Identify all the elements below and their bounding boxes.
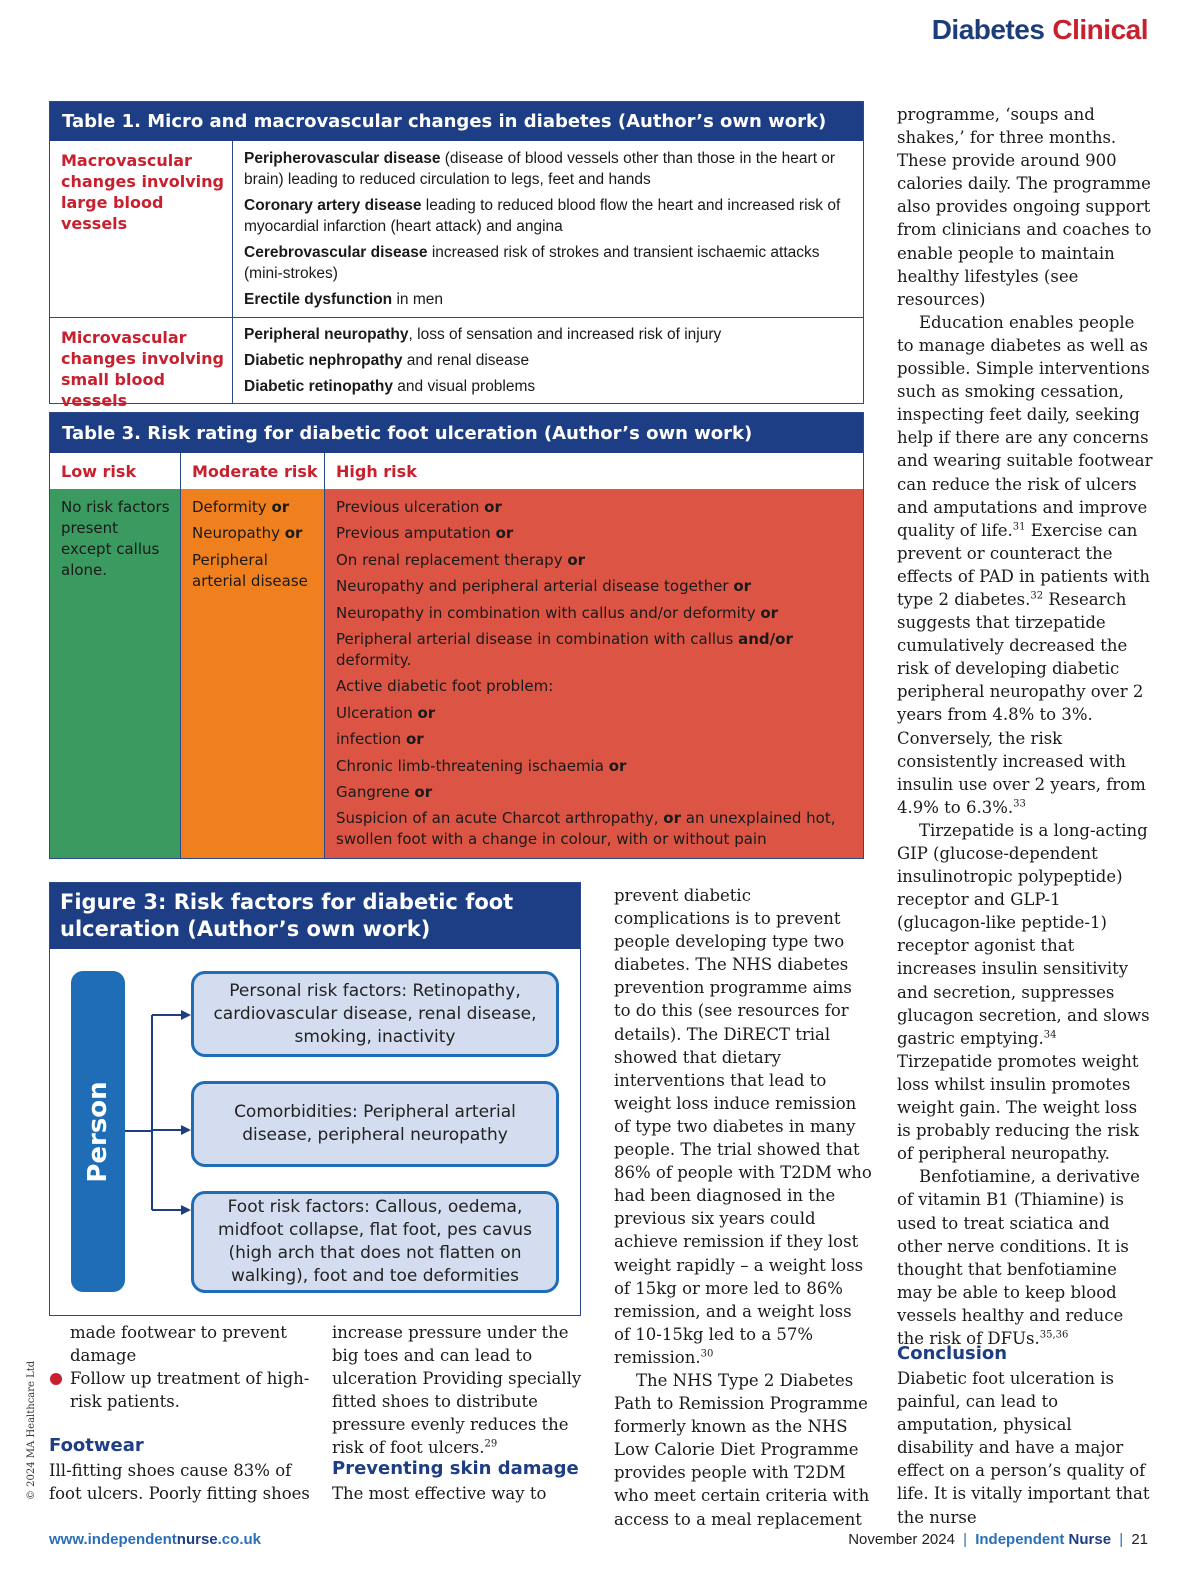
table-1-title: Table 1. Micro and macrovascular changes in diabetes (Author’s own work) — [50, 102, 863, 141]
page-number: 21 — [1131, 1531, 1148, 1548]
bullet-icon — [50, 1373, 62, 1385]
table-1-row-micro — [50, 318, 863, 410]
header-moderate-risk: Moderate risk — [181, 453, 325, 489]
section-clinical: Clinical — [1052, 14, 1148, 45]
micro-list — [244, 324, 851, 402]
macro-list — [244, 148, 851, 315]
ref-29: 29 — [484, 1438, 498, 1450]
copyright: © 2024 MA Healthcare Ltd — [26, 1360, 37, 1500]
col2-text: increase pressure under the big toes and can lead to ulceration Providing specially fitted shoes to distribute pressure evenly reduces the risk of foot ulcers.$^{29}$ — [332, 1323, 582, 1458]
high-risk-item: Peripheral arterial disease in combination with callus and/or deformity. — [336, 629, 793, 669]
high-risk-item: On renal replacement therapy or — [336, 550, 586, 569]
arrow-head-icon — [181, 1205, 191, 1215]
header-low-risk: Low risk — [50, 453, 181, 489]
high-risk-item: infection or — [336, 730, 424, 749]
section-diabetes: Diabetes — [931, 14, 1045, 45]
comorbidities-box: Comorbidities: Peripheral arterial disease, peripheral neuropathy — [191, 1081, 559, 1167]
person-label: Person — [83, 1080, 113, 1183]
col3-paragraph-2: The NHS Type 2 Diabetes Path to Remission Programme formerly known as the NHS Low Calorie Diet Programme provides people with T2DM who meet certain criteria with access to a meal replacement — [614, 1370, 870, 1529]
table-1-row-macro — [50, 141, 863, 317]
footwear-text: Ill-fitting shoes cause 83% of foot ulcers. Poorly fitting shoes — [49, 1461, 310, 1504]
high-risk-item: Chronic limb-threatening ischaemia or — [336, 756, 627, 775]
section-header — [932, 14, 1148, 46]
macro-item: Cerebrovascular disease increased risk of strokes and transient ischaemic attacks (mini-strokes) — [244, 244, 820, 282]
micro-item: Peripheral neuropathy, loss of sensation and increased risk of injury — [244, 326, 722, 343]
macro-item: Peripherovascular disease (disease of blood vessels other than those in the heart or brain) leading to reduced circulation to legs, feet and hands — [244, 150, 836, 188]
arrow-head-icon — [181, 1125, 191, 1135]
arrow-head-icon — [181, 1010, 191, 1020]
high-risk-item: Previous ulceration or — [336, 498, 502, 516]
high-risk-item: Suspicion of an acute Charcot arthropathy, or an unexplained hot, swollen foot with a change in colour, with or without pain — [336, 809, 836, 849]
col4-paragraph-3: Tirzepatide is a long-acting GIP (glucose-dependent insulinotropic polypeptide) receptor and GLP-1 (glucagon-like peptide-1) receptor agonist that increases insulin sensitivity and secretion, suppresses glucagon secretion, and slows gastric emptying.$^{34}$ Tirzepatide promotes weight loss whilst insulin promotes weight gain. The weight loss is probably reducing the risk of peripheral neuropathy. — [897, 820, 1150, 1164]
header-high-risk: High risk — [336, 461, 417, 481]
micro-label: Microvascular changes involving small blood vessels — [61, 328, 224, 410]
micro-item: Diabetic nephropathy and renal disease — [244, 352, 530, 369]
low-risk-text: No risk factors present except callus alone. — [61, 498, 170, 579]
skin-damage-text: The most effective way to — [332, 1484, 547, 1503]
micro-item: Diabetic retinopathy and visual problems — [244, 378, 536, 395]
foot-risk-factors-box: Foot risk factors: Callous, oedema, midfoot collapse, flat foot, pes cavus (high arch that does not flatten on walking), foot and toe deformities — [191, 1191, 559, 1293]
col4-paragraph-2: Education enables people to manage diabetes as well as possible. Simple interventions such as smoking cessation, inspecting feet daily, seeking help if there are any concerns and wearing suitable footwear can reduce the risk of ulcers and amputations and improve quality of life.$^{31}$ Exercise can prevent or counteract the effects of PAD in patients with type 2 diabetes.$^{32}$ Research suggests that tirzepatide cumulatively decreased the risk of developing diabetic peripheral neuropathy over 2 years from 4.8% to 3%. Conversely, the risk consistently increased with insulin use over 2 years, from 4.9% to 6.3%.$^{33}$ — [897, 312, 1153, 817]
high-risk-item: Neuropathy and peripheral arterial disease together or — [336, 577, 752, 596]
moderate-risk-item: Deformity or — [192, 498, 290, 516]
bullet-item: Follow up treatment of high-risk patients. — [70, 1369, 310, 1412]
col4-paragraph-4: Benfotiamine, a derivative of vitamin B1 (Thiamine) is used to treat sciatica and other nerve conditions. It is thought that benfotiamine may be able to keep blood vessels healthy and reduce the risk of DFUs.$^{35,36}$ — [897, 1167, 1140, 1348]
conclusion-text: Diabetic foot ulceration is painful, can lead to amputation, physical disability and have a major effect on a person’s quality of life. It is vitally important that the nurse — [897, 1369, 1150, 1527]
macro-label: Macrovascular changes involving large blood vessels — [61, 151, 224, 233]
table-3 — [49, 412, 864, 859]
col3-text — [614, 884, 872, 1531]
high-risk-item: Neuropathy in combination with callus and/or deformity or — [336, 603, 779, 622]
personal-risk-factors-box: Personal risk factors: Retinopathy, cardiovascular disease, renal disease, smoking, inactivity — [191, 971, 559, 1057]
col1-continuation: made footwear to prevent damage — [70, 1323, 287, 1366]
footwear-heading: Footwear — [49, 1435, 144, 1456]
moderate-risk-item: Neuropathy or — [192, 524, 303, 543]
skin-damage-heading: Preventing skin damage — [332, 1458, 579, 1479]
high-risk-list — [336, 497, 843, 850]
high-risk-item: Ulceration or — [336, 703, 436, 722]
footer-date: November 2024 — [848, 1531, 955, 1548]
footer-magazine-b: Nurse — [1064, 1531, 1112, 1548]
footer-url[interactable]: www.independentnurse.co.uk — [49, 1531, 261, 1548]
high-risk-cell — [325, 489, 863, 858]
high-risk-item: Active diabetic foot problem: — [336, 677, 554, 696]
col4-paragraph-1: programme, ‘soups and shakes,’ for three months. These provide around 900 calories daily. The programme also provides ongoing support from clinicians and coaches to enable people to maintain healthy lifestyles (see resources) — [897, 105, 1152, 309]
moderate-risk-list — [192, 497, 316, 592]
col4-text — [897, 103, 1153, 1350]
macro-item: Coronary artery disease leading to reduced blood flow the heart and increased risk of myocardial infarction (heart attack) and angina — [244, 197, 841, 235]
low-risk-cell — [50, 489, 181, 858]
high-risk-item: Gangrene or — [336, 782, 433, 801]
moderate-risk-cell — [181, 489, 325, 858]
macro-item: Erectile dysfunction in men — [244, 291, 443, 308]
footer-issue: November 2024 | Independent Nurse | 21 — [848, 1531, 1148, 1548]
high-risk-item: Previous amputation or — [336, 524, 514, 543]
conclusion-heading: Conclusion — [897, 1343, 1008, 1364]
footer-magazine-a: Independent — [975, 1531, 1065, 1548]
figure-3-title: Figure 3: Risk factors for diabetic foot ulceration (Author’s own work) — [50, 883, 580, 949]
col3-paragraph-1: prevent diabetic complications is to prevent people developing type two diabetes. The NHS diabetes prevention programme aims to do this (see resources for details). The DiRECT trial showed that dietary interventions that lead to weight loss induce remission of type two diabetes in many people. The trial showed that 86% of people with T2DM who had been diagnosed in the previous six years could achieve remission if they lost weight rapidly – a weight loss of 15kg or more led to 86% remission, and a weight loss of 10-15kg led to a 57% remission.$^{30}$ — [614, 886, 872, 1367]
moderate-risk-item: Peripheral arterial disease — [192, 550, 308, 590]
figure-3 — [49, 882, 581, 1316]
table-3-title: Table 3. Risk rating for diabetic foot ulceration (Author’s own work) — [50, 413, 863, 453]
table-1 — [49, 101, 864, 410]
